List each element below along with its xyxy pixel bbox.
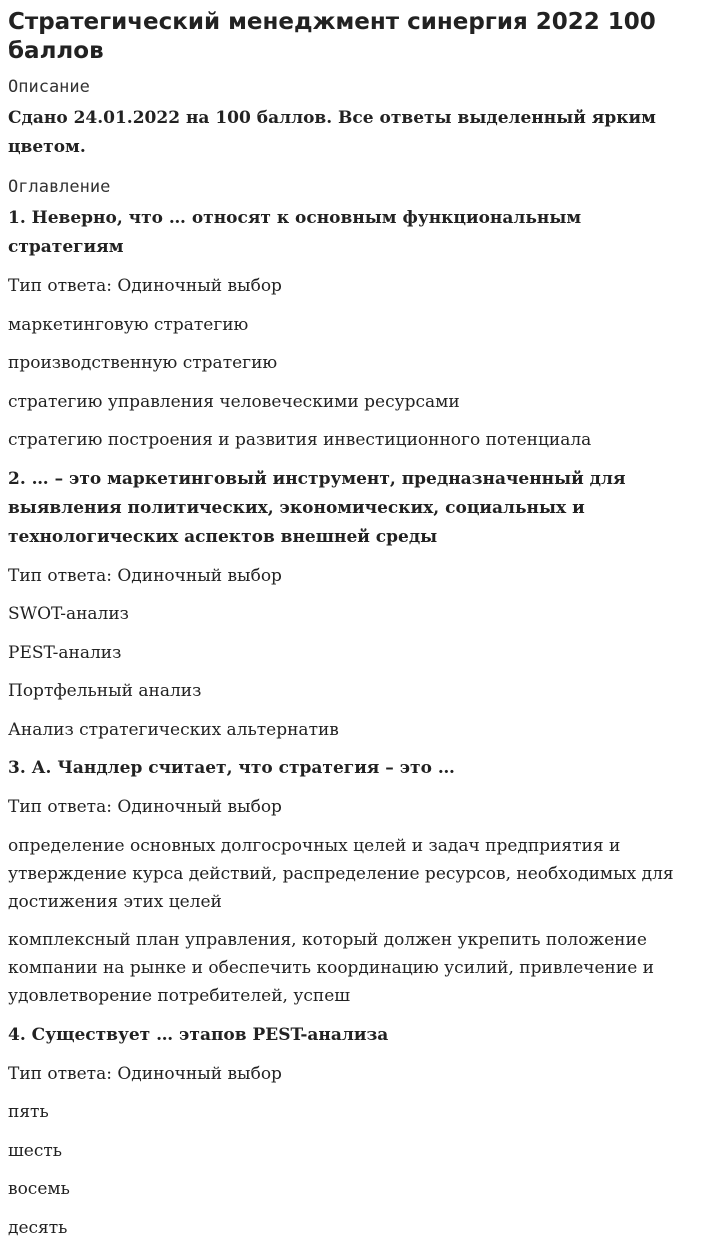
question-block — [8, 465, 687, 744]
answer-type: Тип ответа: Одиночный выбор — [8, 565, 282, 586]
answer-option: маркетинговую стратегию — [8, 314, 249, 335]
answer-option: восемь — [8, 1179, 70, 1199]
answer-type: Тип ответа: Одиночный выбор — [8, 276, 282, 296]
answer-option: пять — [8, 1102, 49, 1122]
question-block — [8, 754, 687, 1010]
toc-label: Оглавление — [8, 177, 111, 197]
answer-type: Тип ответа: Одиночный выбор — [8, 797, 282, 817]
answer-option: SWOT-анализ — [8, 604, 129, 624]
answer-option: производственную стратегию — [8, 353, 278, 373]
answer-option: PEST-анализ — [8, 642, 122, 663]
answer-option: комплексный план управления, который должен укрепить положение компании на рынке и обеспечить координацию усилий, привлечение и удовлетворение потребителей, успеш — [8, 930, 655, 1006]
answer-option: Анализ стратегических альтернатив — [8, 719, 339, 740]
page-title: Стратегический менеджмент синергия 2022 100 баллов — [8, 9, 656, 64]
question-text: 4. Существует … этапов PEST-анализа — [8, 1024, 389, 1045]
question-block — [8, 204, 687, 454]
answer-option: стратегию управления человеческими ресурсами — [8, 391, 460, 412]
answer-option: Портфельный анализ — [8, 681, 202, 701]
answer-option: шесть — [8, 1140, 63, 1161]
answer-option: десять — [8, 1217, 68, 1238]
question-text: 3. А. Чандлер считает, что стратегия – это … — [8, 758, 455, 778]
answer-option: стратегию построения и развития инвестиционного потенциала — [8, 430, 592, 450]
question-text: 1. Неверно, что … относят к основным функциональным стратегиям — [8, 208, 582, 257]
description-text: Сдано 24.01.2022 на 100 баллов. Все ответы выделенный ярким цветом. — [8, 108, 656, 157]
answer-type: Тип ответа: Одиночный выбор — [8, 1063, 282, 1084]
question-text: 2. … – это маркетинговый инструмент, предназначенный для выявления политических, экономических, социальных и технологических аспектов внешней среды — [8, 468, 626, 547]
question-block — [8, 1021, 687, 1242]
answer-option: определение основных долгосрочных целей и задач предприятия и утверждение курса действий, распределение ресурсов, необходимых для достижения этих целей — [8, 835, 674, 912]
description-label: Описание — [8, 77, 90, 97]
